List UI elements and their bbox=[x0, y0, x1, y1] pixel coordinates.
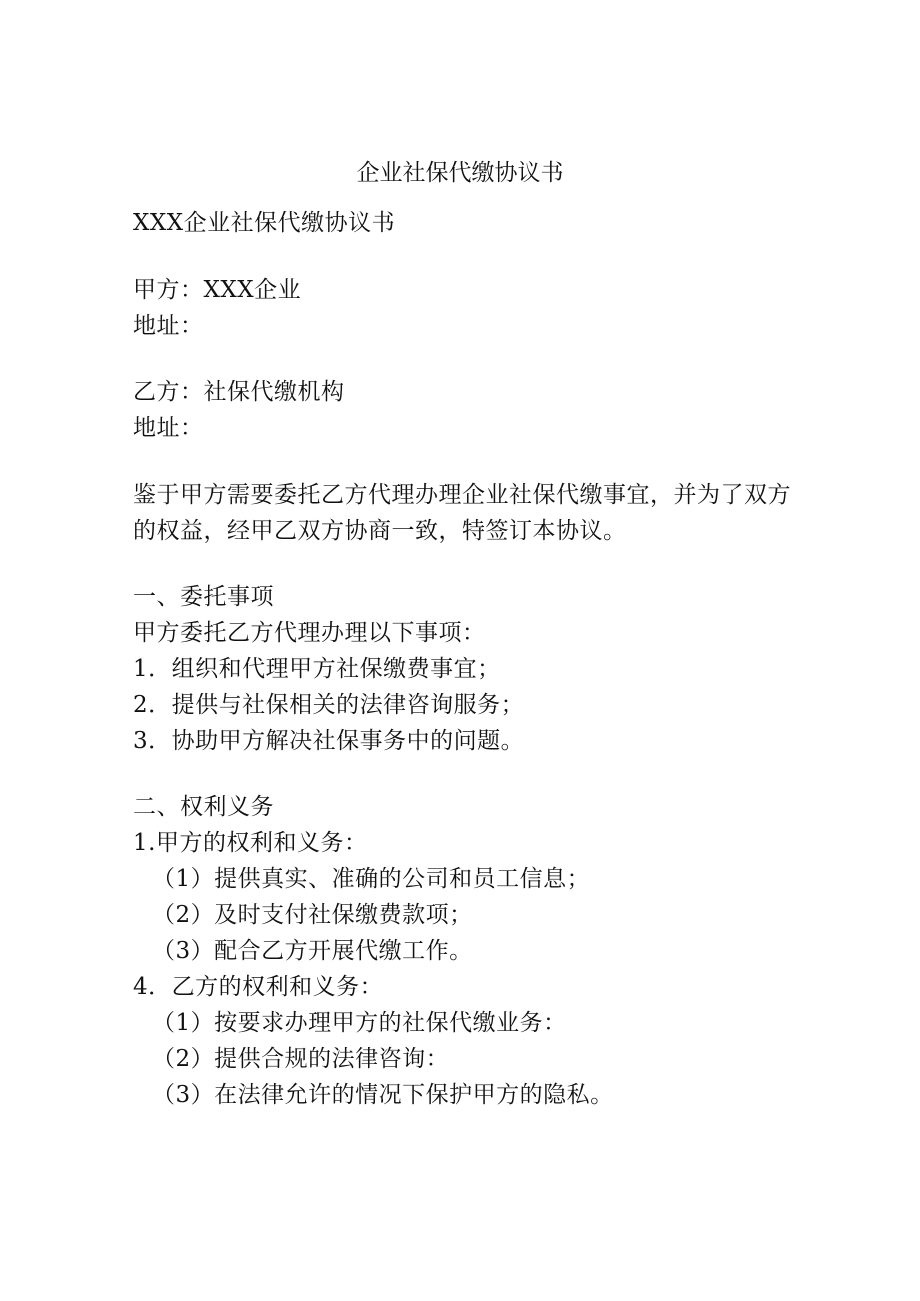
party-b-address: 地址： bbox=[133, 415, 204, 441]
section-1-item: 3．协助甲方解决社保事务中的问题。 bbox=[133, 728, 525, 754]
section-1-item: 1．组织和代理甲方社保缴费事宜； bbox=[133, 656, 501, 682]
section-1-item: 2．提供与社保相关的法律咨询服务； bbox=[133, 692, 525, 718]
section-2-party-a-item: （3）配合乙方开展代缴工作。 bbox=[152, 938, 473, 964]
section-2-party-b-item: （1）按要求办理甲方的社保代缴业务： bbox=[152, 1010, 567, 1036]
document-subtitle: XXX企业社保代缴协议书 bbox=[133, 210, 396, 236]
section-2-party-b-heading: 4．乙方的权利和义务： bbox=[133, 974, 384, 1000]
section-1-intro: 甲方委托乙方代理办理以下事项： bbox=[133, 620, 486, 646]
section-2-heading: 二、权利义务 bbox=[133, 794, 274, 820]
section-2-party-a-item: （2）及时支付社保缴费款项； bbox=[152, 902, 473, 928]
section-2-party-b-item: （3）在法律允许的情况下保护甲方的隐私。 bbox=[152, 1082, 614, 1108]
section-2-party-a-item: （1）提供真实、准确的公司和员工信息； bbox=[152, 866, 591, 892]
section-2-party-a-heading: 1.甲方的权利和义务： bbox=[133, 830, 368, 856]
party-a-address: 地址： bbox=[133, 313, 204, 339]
preamble-line: 的权益，经甲乙双方协商一致，特签订本协议。 bbox=[133, 518, 627, 544]
party-b-label: 乙方：社保代缴机构 bbox=[133, 379, 345, 405]
section-2-party-b-item: （2）提供合规的法律咨询： bbox=[152, 1046, 450, 1072]
document-title: 企业社保代缴协议书 bbox=[356, 160, 564, 186]
section-1-heading: 一、委托事项 bbox=[133, 584, 274, 610]
party-a-label: 甲方：XXX企业 bbox=[133, 277, 302, 303]
preamble-line: 鉴于甲方需要委托乙方代理办理企业社保代缴事宜，并为了双方 bbox=[133, 482, 791, 508]
